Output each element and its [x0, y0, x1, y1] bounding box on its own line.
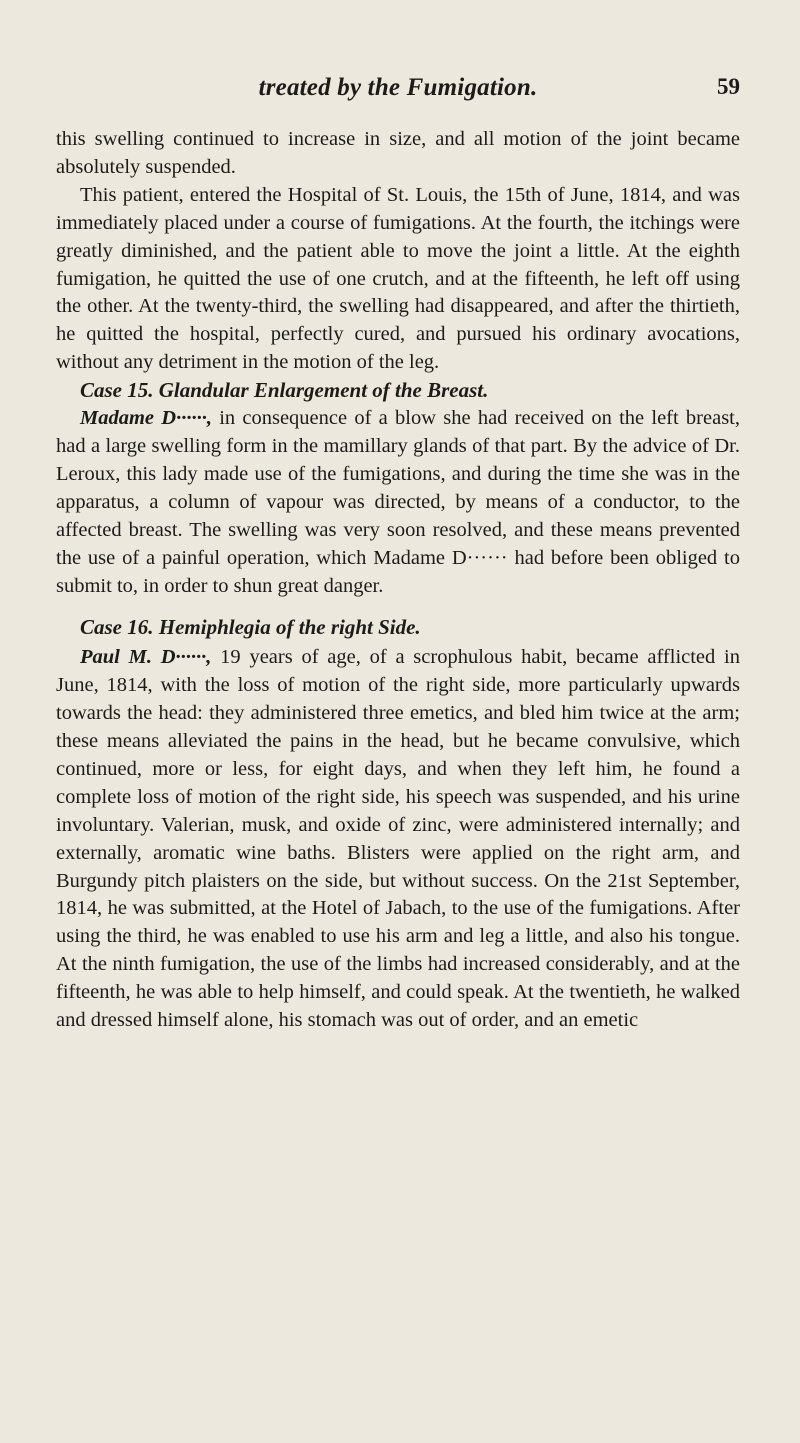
case-15-patient-name: Madame D······, — [80, 407, 212, 430]
case-15-paragraph — [56, 405, 740, 600]
running-head — [56, 74, 740, 114]
case-16-paragraph — [56, 644, 740, 1035]
paragraph-case14-outcome: This patient, entered the Hospital of St. Louis, the 15th of June, 1814, and was immediately placed under a course of fumigations. At the fourth, the itchings were greatly diminished, and the patient able to move the joint a little. At the eighth fumigation, he quitted the use of one crutch, and at the fifteenth, he left off using the other. At the twenty-third, the swelling had disappeared, and after the thirtieth, he quitted the hospital, perfectly cured, and pursued his ordinary avocations, without any detriment in the motion of the leg. — [56, 183, 740, 374]
case-15-text: in consequence of a blow she had received on the left breast, had a large swelling form in the mamillary glands of that part. By the advice of Dr. Leroux, this lady made use of the fumigations, and during the time she was in the apparatus, a column of vapour was directed, by means of a conductor, to the affected breast. The swelling was very soon resolved, and these means prevented the use of a painful operation, which Madame D······ had before been obliged to submit to, in order to shun great danger. — [56, 407, 741, 597]
case-16-text: 19 years of age, of a scrophulous habit, became afflicted in June, 1814, with the loss of motion of the right side, more particularly upwards towards the head: they administered three emetics, and bled him twice at the arm; these means alleviated the pains in the head, but he became convulsive, which continued, more or less, for eight days, and when they left him, he found a complete loss of motion of the right side, his speech was suspended, and his urine involuntary. Valerian, musk, and oxide of zinc, were administered internally; and externally, aromatic wine baths. Blisters were applied on the right arm, and Burgundy pitch plaisters on the side, but without success. On the 21st September, 1814, he was submitted, at the Hotel of Jabach, to the use of the fumigations. After using the third, he was enabled to use his arm and leg a little, and also his tongue. At the ninth fumigation, the use of the limbs had increased considerably, and at the fifteenth, he was able to help himself, and could speak. At the twentieth, he walked and dressed himself alone, his stomach was out of order, and an emetic — [56, 646, 740, 1032]
running-title: treated by the Fumigation. — [258, 74, 538, 101]
body-text — [56, 126, 740, 1035]
page-number: 59 — [717, 74, 740, 99]
case-16-patient-name: Paul M. D······, — [80, 646, 212, 669]
paragraph-continuation: this swelling continued to increase in size, and all motion of the joint became absolutely suspended. — [56, 128, 740, 178]
case-15-heading: Case 15. Glandular Enlargement of the Breast. — [80, 378, 489, 403]
case-16-heading: Case 16. Hemiphlegia of the right Side. — [80, 615, 421, 640]
